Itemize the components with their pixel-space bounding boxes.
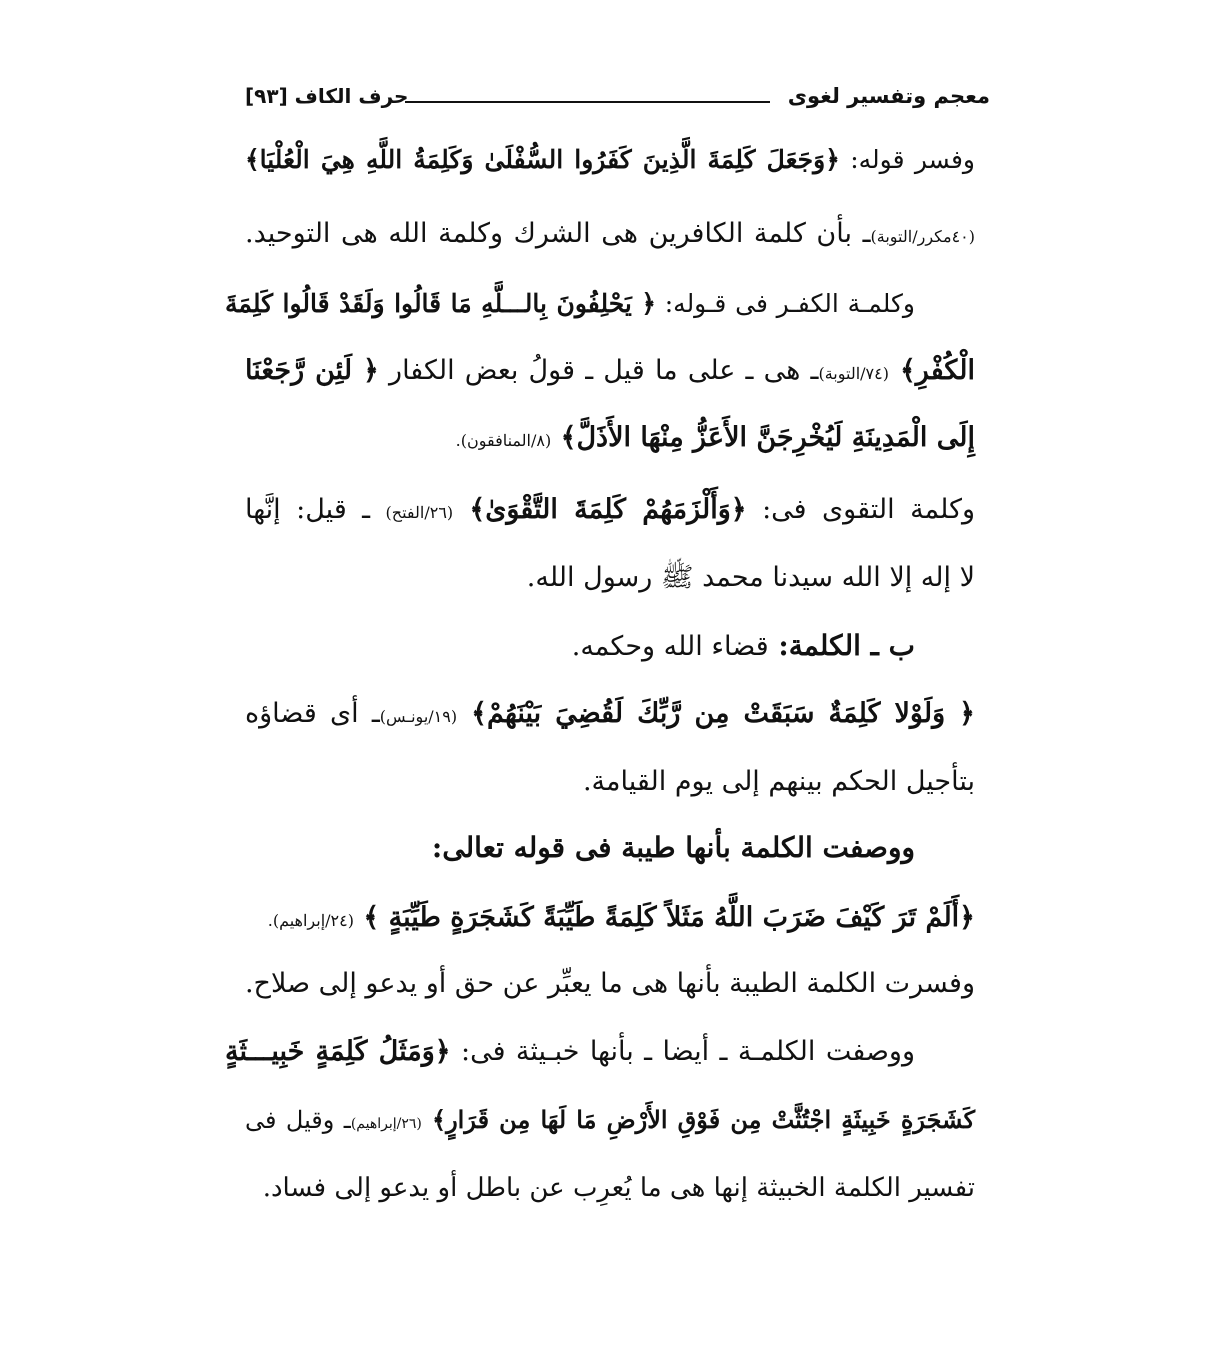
text-line-6 bbox=[245, 490, 975, 530]
body-text: وفسرت الكلمة الطيبة بأنها هى ما يعبِّر عن حق أو يدعو إلى صلاح. bbox=[244, 968, 975, 999]
verse-reference: (٢٦/إبراهيم) bbox=[350, 1116, 422, 1132]
body-text: وفسر قوله: bbox=[839, 145, 976, 174]
text-line-11 bbox=[225, 828, 915, 868]
quran-verse: ﴿أَلَمْ تَرَ كَيْفَ ضَرَبَ اللَّهُ مَثَلاً كَلِمَةً طَيِّبَةً كَشَجَرَةٍ طَيِّبَةٍ ﴾ bbox=[353, 902, 975, 933]
text-line-4 bbox=[245, 351, 975, 391]
body-text: ـ وقيل فى bbox=[245, 1106, 351, 1134]
body-text: ـ أى قضاؤه bbox=[245, 698, 380, 729]
text-line-16 bbox=[245, 1168, 975, 1208]
text-line-1 bbox=[245, 140, 975, 180]
quran-verse: الْكُفْرِ﴾ bbox=[888, 355, 975, 386]
verse-reference: (٢٤/إبراهيم). bbox=[267, 911, 354, 930]
body-text: ـ هى ـ على ما قيل ـ قولُ بعض الكفار bbox=[378, 355, 819, 386]
section-heading: ووصفت الكلمة بأنها طيبة فى قوله تعالى: bbox=[431, 831, 915, 864]
verse-reference: (٤٠مكرر/التوبة) bbox=[870, 227, 975, 246]
body-text: ـ بأن كلمة الكافرين هى الشرك وكلمة الله هى التوحيد. bbox=[245, 218, 871, 249]
quran-verse: كَشَجَرَةٍ خَبِيثَةٍ اجْتُثَّتْ مِن فَوْقِ الأَرْضِ مَا لَهَا مِن قَرَارٍ﴾ bbox=[421, 1105, 976, 1134]
text-line-5 bbox=[245, 418, 975, 458]
book-title: معجم وتفسير لغوى bbox=[787, 84, 990, 108]
text-line-10 bbox=[245, 762, 975, 802]
text-line-9 bbox=[245, 694, 975, 734]
quran-verse: ﴿وَجَعَلَ كَلِمَةَ الَّذِينَ كَفَرُوا السُّفْلَىٰ وَكَلِمَةُ اللَّهِ هِيَ الْعُلْيَا﴾ bbox=[245, 145, 840, 174]
quran-verse: ﴿وَأَلْزَمَهُمْ كَلِمَةَ التَّقْوَىٰ﴾ bbox=[453, 494, 747, 525]
verse-reference: (٢٦/الفتح) bbox=[385, 503, 454, 522]
section-label: حرف الكاف [٩٣] bbox=[245, 84, 409, 108]
body-text: بتأجيل الحكم بينهم إلى يوم القيامة. bbox=[582, 766, 975, 797]
running-header bbox=[245, 84, 990, 118]
text-line-14 bbox=[225, 1032, 915, 1072]
quran-verse: ﴿ لَئِن رَّجَعْنَا bbox=[245, 355, 379, 386]
section-heading: ب ـ الكلمة: bbox=[768, 629, 915, 662]
body-text: ووصفت الكلمـة ـ أيضا ـ بأنها خبـيثة فى: bbox=[450, 1036, 915, 1067]
text-line-12 bbox=[245, 898, 975, 938]
verse-reference: (٧٤/التوبة) bbox=[818, 364, 889, 383]
text-line-7 bbox=[245, 558, 975, 598]
body-text: وكلمة التقوى فى: bbox=[746, 494, 975, 525]
verse-reference: (١٩/يونـس) bbox=[379, 707, 458, 726]
verse-reference: (٨/المنافقون). bbox=[455, 431, 552, 450]
body-text: لا إله إلا الله سيدنا محمد ﷺ رسول الله. bbox=[526, 562, 975, 593]
header-rule bbox=[405, 101, 770, 103]
quran-verse: إِلَى الْمَدِينَةِ لَيُخْرِجَنَّ الأَعَزُّ مِنْهَا الأَذَلَّ﴾ bbox=[551, 422, 975, 453]
text-line-2 bbox=[245, 214, 975, 254]
text-line-3 bbox=[225, 284, 915, 324]
text-line-13 bbox=[245, 964, 975, 1004]
quran-verse: ﴿وَمَثَلُ كَلِمَةٍ خَبِيـــثَةٍ bbox=[225, 1036, 451, 1067]
quran-verse: ﴿ يَحْلِفُونَ بِالـــلَّهِ مَا قَالُوا وَلَقَدْ قَالُوا كَلِمَةَ bbox=[225, 289, 656, 318]
quran-verse: ﴿ وَلَوْلا كَلِمَةٌ سَبَقَتْ مِن رَّبِّكَ لَقُضِيَ بَيْنَهُمْ﴾ bbox=[457, 698, 975, 729]
text-line-8 bbox=[225, 626, 915, 666]
body-text: قضاء الله وحكمه. bbox=[571, 631, 769, 662]
body-text: ـ قيل: إنَّها bbox=[245, 494, 386, 525]
text-line-15 bbox=[245, 1100, 975, 1140]
body-text: وكلمـة الكفـر فى قـوله: bbox=[655, 289, 915, 318]
body-text: تفسير الكلمة الخبيثة إنها هى ما يُعرِب عن باطل أو يدعو إلى فساد. bbox=[262, 1173, 975, 1203]
